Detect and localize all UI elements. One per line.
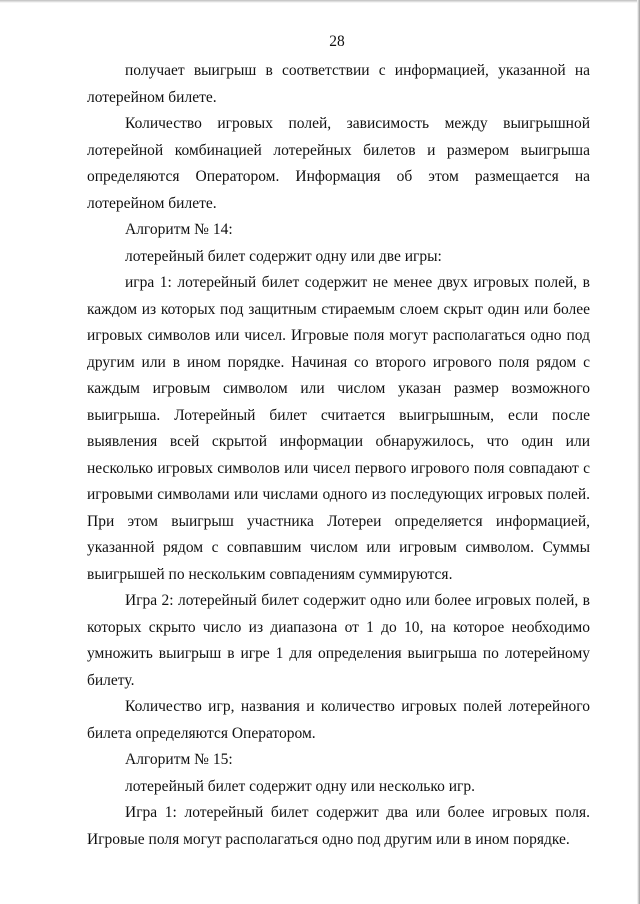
paragraph-algorithm-14: Алгоритм № 14:: [125, 221, 233, 238]
paragraph-game-2: Игра 2: лотерейный билет содержит одно или более игровых полей, в которых скрыто число из диапазона от 1 до 10, на которое необходимо умножить выигрыш в игре 1 для определения выигрыша по лотерейному билету.: [87, 592, 590, 689]
paragraph-game-1: игра 1: лотерейный билет содержит не менее двух игровых полей, в каждом из которых под защитным стираемым слоем скрыт один или более игровых символов или чисел. Игровые поля могут располагаться одно под другим или в ином порядке. Начиная со второго игрового поля рядом с каждым игровым символом или числом указан размер возможного выигрыша. Лотерейный билет считается выигрышным, если после выявления всей скрытой информации обнаружилось, что один или несколько игровых символов или чисел первого игрового поля совпадают с игровыми символами или числами одного из последующих игровых полей. При этом выигрыш участника Лотереи определяется информацией, указанной рядом с совпавшим числом или игровым символом. Суммы выигрышей по нескольким совпадениям суммируются.: [87, 274, 590, 583]
paragraph-7: Количество игр, названия и количество игровых полей лотерейного билета определяются Оператором.: [87, 698, 590, 742]
document-body: [87, 58, 590, 853]
paragraph-2: Количество игровых полей, зависимость между выигрышной лотерейной комбинацией лотерейных билетов и размером выигрыша определяются Оператором. Информация об этом размещается на лотерейном билете.: [87, 115, 590, 212]
paragraph-9: лотерейный билет содержит одну или несколько игр.: [125, 777, 476, 795]
paragraph-4: лотерейный билет содержит одну или две игры:: [125, 247, 442, 265]
scan-edge-top: [0, 0, 640, 3]
page-number: 28: [329, 33, 345, 50]
paragraph-1: получает выигрыш в соответствии с информацией, указанной на лотерейном билете.: [87, 62, 590, 106]
paragraph-10: Игра 1: лотерейный билет содержит два или более игровых поля. Игровые поля могут располагаться одно под другим или в ином порядке.: [87, 804, 590, 848]
paragraph-algorithm-15: Алгоритм № 15:: [125, 751, 233, 768]
